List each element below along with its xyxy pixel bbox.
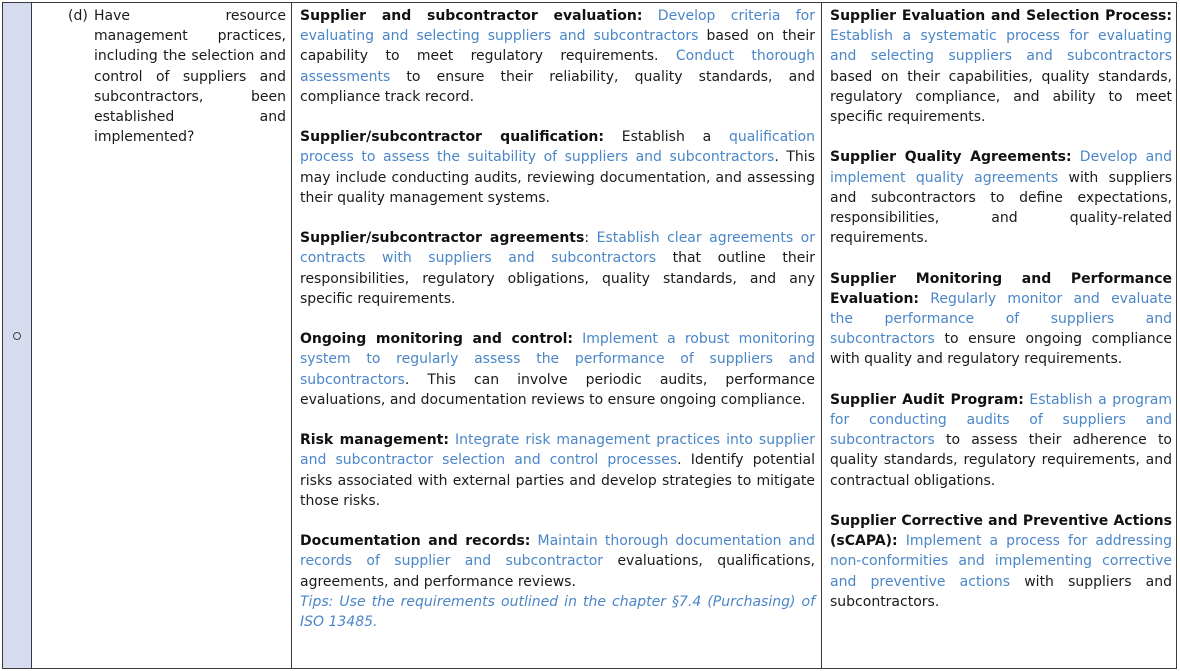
body-text: evaluations, qualifications, agreements, and performance reviews.: [300, 553, 815, 590]
body-text: [573, 331, 582, 347]
paragraph-block: [830, 390, 1172, 491]
block-heading: Supplier Audit Program:: [830, 391, 1024, 408]
body-text: [919, 291, 930, 307]
paragraph-block: [300, 430, 815, 511]
example-cell: [822, 3, 1176, 668]
question: [68, 6, 286, 147]
paragraph-block: [300, 329, 815, 410]
block-heading: Documentation and records:: [300, 533, 531, 550]
body-text: to ensure ongoing compliance with quality and regulatory requirements.: [830, 331, 1172, 368]
question-label: (d): [68, 8, 88, 24]
body-text: . This may include conducting audits, reviewing documentation, and assessing their quality management systems.: [300, 149, 815, 206]
body-text: . Identify potential risks associated with external parties and develop strategies to mitigate those risks.: [300, 452, 816, 509]
guidance-content: [300, 6, 815, 632]
block-heading: Risk management:: [300, 432, 449, 449]
body-text: to ensure their reliability, quality standards, and compliance track record.: [300, 68, 815, 105]
block-heading: Supplier/subcontractor agreements: [300, 230, 585, 247]
body-text: based on their capability to meet regulatory requirements.: [300, 28, 815, 65]
highlighted-phrase: Maintain thorough documentation and records of supplier and subcontractor: [300, 533, 815, 570]
highlighted-phrase: Conduct thorough assessments: [300, 48, 816, 85]
highlighted-phrase: Establish a systematic process for evaluating and selecting suppliers and subcontractors: [830, 28, 1172, 65]
paragraph-block: [830, 147, 1172, 248]
highlighted-phrase: Develop criteria for evaluating and selecting suppliers and subcontractors: [300, 8, 815, 45]
block-heading: Supplier and subcontractor evaluation:: [300, 8, 643, 24]
paragraph-block: [300, 228, 815, 309]
body-text: :: [584, 230, 597, 247]
paragraph-block: [830, 511, 1172, 612]
body-text: [1072, 149, 1080, 165]
example-blocks: [830, 6, 1172, 612]
block-heading: Supplier Corrective and Preventive Actions (sCAPA):: [830, 513, 1172, 550]
question-text: Have resource management practices, including the selection and control of suppliers and subcontractors, been established and implemented?: [94, 8, 286, 146]
row-selector-strip[interactable]: [3, 3, 32, 668]
paragraph-block: [830, 269, 1172, 370]
body-text: [642, 8, 657, 24]
paragraph-block: [300, 127, 815, 208]
block-heading: Supplier Evaluation and Selection Process:: [830, 8, 1172, 24]
body-text: Establish a: [604, 129, 729, 146]
guidance-blocks: [300, 6, 815, 592]
block-heading: Supplier Quality Agreements:: [830, 149, 1072, 166]
body-text: to assess their adherence to quality standards, regulatory requirements, and contractual obligations.: [830, 432, 1172, 489]
block-heading: Ongoing monitoring and control:: [300, 331, 573, 348]
example-content: [830, 6, 1172, 612]
highlighted-phrase: qualification process to assess the suitability of suppliers and subcontractors: [300, 129, 815, 166]
body-text: with suppliers and subcontractors to define expectations, responsibilities, and quality-related requirements.: [830, 169, 1172, 247]
block-heading: Supplier/subcontractor qualification:: [300, 129, 604, 146]
highlighted-phrase: Establish clear agreements or contracts with suppliers and subcontractors: [300, 230, 816, 267]
body-text: [898, 533, 906, 549]
requirements-table: [2, 2, 1177, 669]
guidance-cell: [292, 3, 822, 668]
paragraph-block: [830, 6, 1172, 127]
highlighted-phrase: Integrate risk management practices into supplier and subcontractor selection and control processes: [300, 432, 815, 469]
body-text: [530, 533, 537, 549]
body-text: based on their capabilities, quality standards, regulatory compliance, and ability to meet specific requirements.: [830, 68, 1172, 126]
highlighted-phrase: Implement a process for addressing non-conformities and implementing corrective and preventive actions: [830, 533, 1172, 590]
highlighted-phrase: Develop and implement quality agreements: [830, 149, 1172, 186]
tips-note: Tips: Use the requirements outlined in the chapter §7.4 (Purchasing) of ISO 13485.: [300, 593, 815, 631]
body-text: that outline their responsibilities, regulatory obligations, quality standards, and any specific requirements.: [300, 250, 815, 307]
highlighted-phrase: Implement a robust monitoring system to regularly assess the performance of suppliers and subcontractors: [300, 331, 815, 388]
highlighted-phrase: Establish a program for conducting audits of suppliers and subcontractors: [830, 391, 1173, 449]
radio-circle-icon[interactable]: [13, 332, 21, 340]
question-cell: [32, 3, 292, 668]
highlighted-phrase: Regularly monitor and evaluate the performance of suppliers and subcontractors: [830, 290, 1172, 348]
paragraph-block: [300, 6, 815, 107]
block-heading: Supplier Monitoring and Performance Evaluation:: [830, 270, 1172, 307]
body-text: . This can involve periodic audits, performance evaluations, and documentation reviews to ensure ongoing compliance.: [300, 371, 815, 408]
paragraph-block: [300, 531, 815, 592]
body-text: with suppliers and subcontractors.: [830, 573, 1172, 610]
